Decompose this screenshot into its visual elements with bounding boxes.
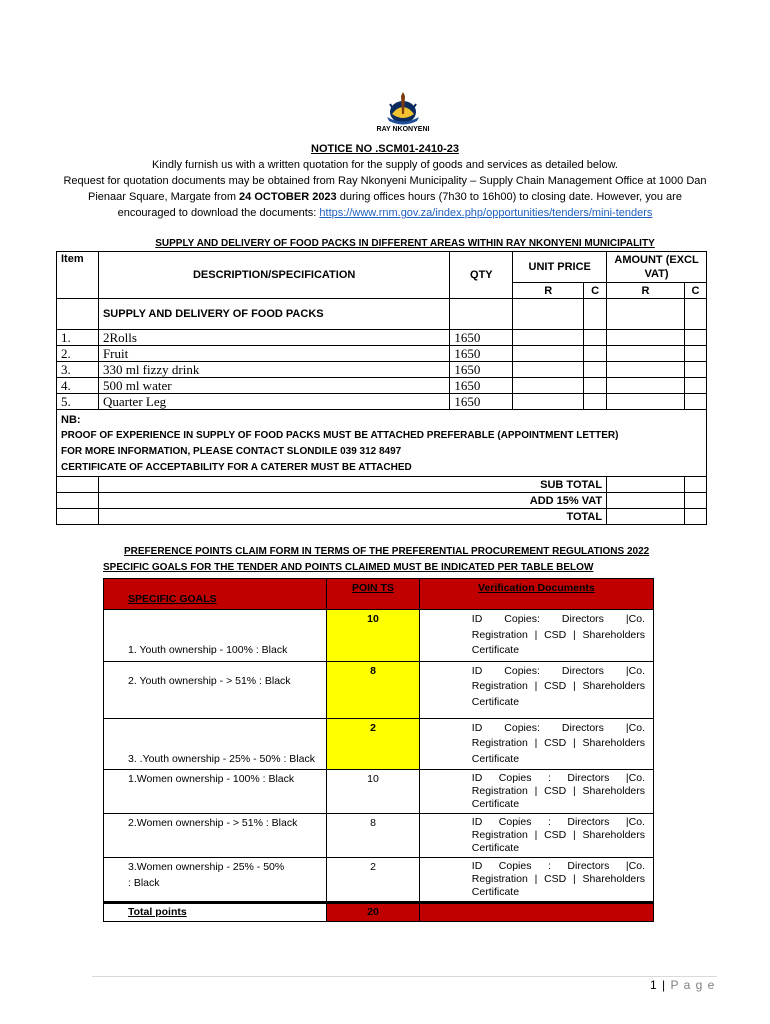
vat-label: ADD 15% VAT xyxy=(98,493,606,509)
nb-line-2: FOR MORE INFORMATION, PLEASE CONTACT SLONDILE 039 312 8497 xyxy=(61,446,402,457)
amount-r-input[interactable] xyxy=(607,362,685,378)
amount-c-input[interactable] xyxy=(684,394,706,410)
col-description-header: DESCRIPTION/SPECIFICATION xyxy=(98,252,449,299)
sub-total-r-input[interactable] xyxy=(607,477,685,493)
goal-verification: ID Copies : Directors |Co. Registration | CSD | Shareholders Certificate xyxy=(419,770,653,814)
amount-r-input[interactable] xyxy=(607,346,685,362)
intro-line-4-start: encouraged to download the documents: xyxy=(117,207,320,219)
amount-r-input[interactable] xyxy=(607,330,685,346)
item-description: 330 ml fizzy drink xyxy=(98,362,449,378)
unit-price-c-input[interactable] xyxy=(584,346,607,362)
intro-line-3-end: during offices hours (7h30 to 16h00) to closing date. However, you are xyxy=(336,191,682,203)
page-separator: | xyxy=(662,978,667,992)
unit-price-r-input[interactable] xyxy=(513,394,584,410)
section-label: SUPPLY AND DELIVERY OF FOOD PACKS xyxy=(98,299,449,330)
empty-cell xyxy=(450,299,513,330)
intro-line-2: Request for quotation documents may be obtained from Ray Nkonyeni Municipality – Supply Chain Management Office at 1000 Dan xyxy=(63,175,707,187)
table-row xyxy=(57,362,707,378)
nb-line-1: PROOF OF EXPERIENCE IN SUPPLY OF FOOD PACKS MUST BE ATTACHED PREFERABLE (APPOINTMENT LETTER) xyxy=(61,430,619,441)
goal-points[interactable]: 8 xyxy=(327,814,420,858)
table-row xyxy=(57,378,707,394)
goal-points[interactable]: 8 xyxy=(327,661,420,718)
item-description: Quarter Leg xyxy=(98,394,449,410)
intro-line-3-start: Pienaar Square, Margate from xyxy=(88,191,240,203)
page-number-value: 1 xyxy=(650,978,658,992)
table-row xyxy=(104,858,654,903)
item-qty: 1650 xyxy=(450,378,513,394)
section-item-cell xyxy=(57,299,99,330)
quotation-table xyxy=(56,251,707,525)
empty-cell xyxy=(684,299,706,330)
notice-number: NOTICE NO .SCM01-2410-23 xyxy=(311,143,459,155)
item-number: 2. xyxy=(57,346,99,362)
col-item-header: Item xyxy=(57,252,99,299)
goal-points[interactable]: 10 xyxy=(327,610,420,662)
table-row xyxy=(104,718,654,770)
goal-verification: ID Copies: Directors |Co. Registration | CSD | Shareholders Certificate xyxy=(419,718,653,770)
goal-label: 3. .Youth ownership - 25% - 50% : Black xyxy=(104,718,327,770)
unit-cent-header: C xyxy=(584,283,607,299)
tender-download-link[interactable]: https://www.rnm.gov.za/index.php/opportunities/tenders/mini-tenders xyxy=(319,207,653,219)
col-verification-header: Verification Documents xyxy=(419,579,653,610)
goal-points[interactable]: 2 xyxy=(327,858,420,903)
preference-subtitle: SPECIFIC GOALS FOR THE TENDER AND POINTS CLAIMED MUST BE INDICATED PER TABLE BELOW xyxy=(103,562,594,573)
page-word: P a g e xyxy=(670,978,716,992)
goal-label: 3.Women ownership - 25% - 50% : Black xyxy=(104,858,327,903)
item-description: 2Rolls xyxy=(98,330,449,346)
goal-points[interactable]: 10 xyxy=(327,770,420,814)
nb-notes xyxy=(57,410,707,477)
amount-c-input[interactable] xyxy=(684,362,706,378)
item-qty: 1650 xyxy=(450,346,513,362)
empty-cell xyxy=(607,299,685,330)
total-points-value: 20 xyxy=(327,903,420,922)
empty-cell xyxy=(57,509,99,525)
unit-price-c-input[interactable] xyxy=(584,362,607,378)
unit-price-r-input[interactable] xyxy=(513,330,584,346)
vat-r-input[interactable] xyxy=(607,493,685,509)
unit-price-r-input[interactable] xyxy=(513,346,584,362)
goal-label: 2.Women ownership - > 51% : Black xyxy=(104,814,327,858)
total-label: TOTAL xyxy=(98,509,606,525)
amount-c-input[interactable] xyxy=(684,378,706,394)
col-specific-goals-header: SPECIFIC GOALS xyxy=(104,579,327,610)
nb-label: NB: xyxy=(61,414,81,426)
sub-total-c-input[interactable] xyxy=(684,477,706,493)
total-points-spacer xyxy=(419,903,653,922)
page-number xyxy=(650,978,715,992)
amount-c-input[interactable] xyxy=(684,346,706,362)
total-r-input[interactable] xyxy=(607,509,685,525)
amount-r-input[interactable] xyxy=(607,394,685,410)
table-row xyxy=(57,394,707,410)
unit-price-c-input[interactable] xyxy=(584,330,607,346)
col-unit-price-header: UNIT PRICE xyxy=(513,252,607,283)
nb-line-3: CERTIFICATE OF ACCEPTABILITY FOR A CATERER MUST BE ATTACHED xyxy=(61,462,412,473)
item-number: 4. xyxy=(57,378,99,394)
footer-divider xyxy=(92,976,717,977)
intro-line-3 xyxy=(0,191,770,203)
closing-open-date: 24 OCTOBER 2023 xyxy=(239,191,337,203)
logo-text: RAY NKONYENI xyxy=(376,126,430,133)
goal-label: 1.Women ownership - 100% : Black xyxy=(104,770,327,814)
item-qty: 1650 xyxy=(450,330,513,346)
unit-price-c-input[interactable] xyxy=(584,394,607,410)
table-row xyxy=(104,610,654,662)
item-qty: 1650 xyxy=(450,362,513,378)
specific-goals-table xyxy=(103,578,654,922)
empty-cell xyxy=(57,493,99,509)
item-number: 1. xyxy=(57,330,99,346)
goal-label: 2. Youth ownership - > 51% : Black xyxy=(104,661,327,718)
goal-points[interactable]: 2 xyxy=(327,718,420,770)
table-row xyxy=(57,346,707,362)
amount-rand-header: R xyxy=(607,283,685,299)
amount-cent-header: C xyxy=(684,283,706,299)
table-row xyxy=(104,661,654,718)
item-qty: 1650 xyxy=(450,394,513,410)
table-row xyxy=(104,770,654,814)
goal-verification: ID Copies: Directors |Co. Registration | CSD | Shareholders Certificate xyxy=(419,610,653,662)
total-c-input[interactable] xyxy=(684,509,706,525)
preference-title: PREFERENCE POINTS CLAIM FORM IN TERMS OF THE PREFERENTIAL PROCUREMENT REGULATIONS 2022 xyxy=(124,546,650,557)
empty-cell xyxy=(57,477,99,493)
sub-total-label: SUB TOTAL xyxy=(98,477,606,493)
unit-price-c-input[interactable] xyxy=(584,378,607,394)
item-description: Fruit xyxy=(98,346,449,362)
unit-price-r-input[interactable] xyxy=(513,378,584,394)
intro-line-4 xyxy=(0,207,770,219)
table-row xyxy=(57,330,707,346)
col-qty-header: QTY xyxy=(450,252,513,299)
unit-rand-header: R xyxy=(513,283,584,299)
intro-line-1: Kindly furnish us with a written quotation for the supply of goods and services as detailed below. xyxy=(152,159,618,171)
col-amount-header: AMOUNT (EXCL VAT) xyxy=(607,252,707,283)
empty-cell xyxy=(513,299,584,330)
goal-label: 1. Youth ownership - 100% : Black xyxy=(104,610,327,662)
empty-cell xyxy=(584,299,607,330)
amount-r-input[interactable] xyxy=(607,378,685,394)
item-number: 5. xyxy=(57,394,99,410)
goal-verification: ID Copies : Directors |Co. Registration | CSD | Shareholders Certificate xyxy=(419,814,653,858)
col-points-header: POIN TS xyxy=(327,579,420,610)
amount-c-input[interactable] xyxy=(684,330,706,346)
quote-table-title: SUPPLY AND DELIVERY OF FOOD PACKS IN DIFFERENT AREAS WITHIN RAY NKONYENI MUNICIPALITY xyxy=(155,238,655,249)
total-points-label: Total points xyxy=(104,903,327,922)
vat-c-input[interactable] xyxy=(684,493,706,509)
item-number: 3. xyxy=(57,362,99,378)
goal-verification: ID Copies: Directors |Co. Registration | CSD | Shareholders Certificate xyxy=(419,661,653,718)
unit-price-r-input[interactable] xyxy=(513,362,584,378)
item-description: 500 ml water xyxy=(98,378,449,394)
table-row xyxy=(104,814,654,858)
goal-verification: ID Copies : Directors |Co. Registration | CSD | Shareholders Certificate xyxy=(419,858,653,903)
